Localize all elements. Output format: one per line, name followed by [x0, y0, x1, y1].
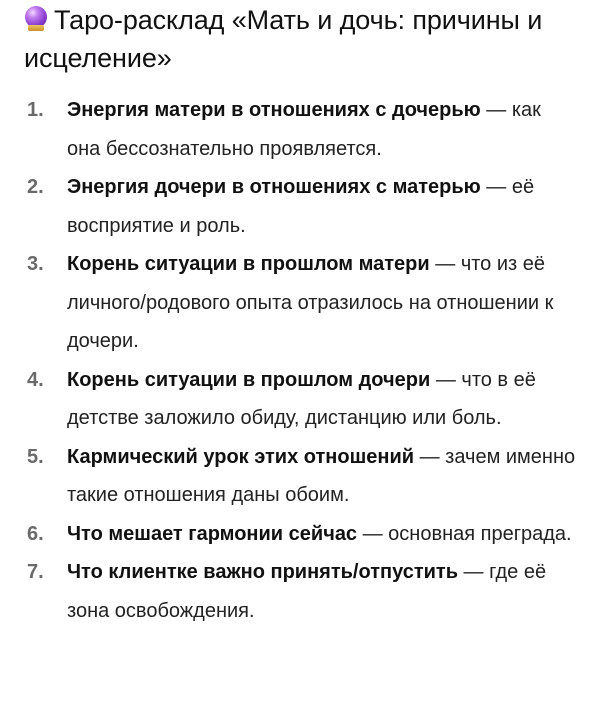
item-heading: Что мешает гармонии сейчас	[67, 522, 358, 545]
item-description: — её восприятие и роль.	[67, 176, 535, 237]
item-heading: Кармический урок этих отношений	[67, 445, 415, 468]
item-number: 7.	[27, 561, 44, 583]
item-number: 6.	[27, 522, 44, 545]
list-item	[24, 91, 578, 168]
item-description: — что в её детстве заложило обиду, дистанцию или боль.	[67, 368, 536, 429]
page-title	[24, 0, 578, 77]
list-item	[24, 245, 578, 361]
item-number: 3.	[27, 253, 44, 275]
item-description: — зачем именно такие отношения даны обоим.	[67, 445, 576, 506]
item-heading: Корень ситуации в прошлом дочери	[67, 368, 431, 391]
item-heading: Энергия матери в отношениях с дочерью	[67, 99, 481, 121]
list-item	[24, 515, 578, 554]
item-description: — где её зона освобождения.	[67, 561, 547, 622]
item-description: — что из её личного/родового опыта отразилось на отношении к дочери.	[67, 253, 554, 352]
title-text: Таро-расклад «Мать и дочь: причины и исцеление»	[24, 5, 543, 73]
item-heading: Энергия дочери в отношениях с матерью	[67, 176, 481, 198]
crystal-ball-icon	[24, 6, 48, 32]
list-item	[24, 361, 578, 438]
spread-positions-list	[24, 91, 578, 630]
item-number: 4.	[27, 368, 44, 391]
item-number: 2.	[27, 176, 44, 198]
item-heading: Корень ситуации в прошлом матери	[67, 253, 430, 275]
item-description: — основная преграда.	[357, 522, 572, 545]
item-description: — как она бессознательно проявляется.	[67, 99, 541, 160]
list-item	[24, 168, 578, 245]
item-heading: Что клиентке важно принять/отпустить	[67, 561, 458, 583]
list-item	[24, 553, 578, 630]
item-number: 1.	[27, 99, 44, 121]
list-item	[24, 438, 578, 515]
item-number: 5.	[27, 445, 44, 468]
